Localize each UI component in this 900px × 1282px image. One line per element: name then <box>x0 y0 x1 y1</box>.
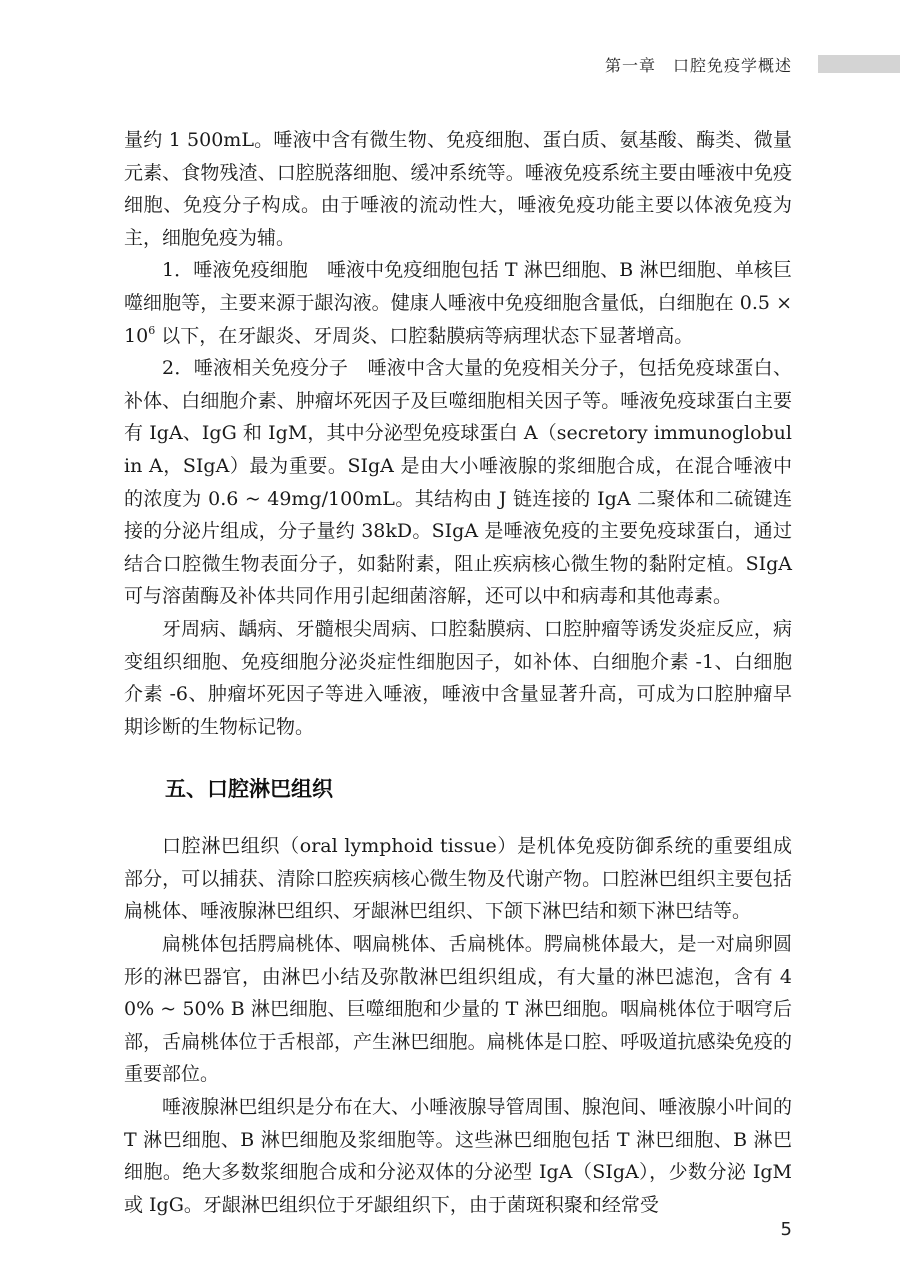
page-body <box>124 124 792 1221</box>
section-heading: 五、口腔淋巴组织 <box>165 777 333 802</box>
page-number: 5 <box>780 1219 792 1240</box>
running-header <box>605 52 900 76</box>
paragraph-salivary-gland-lymphoid: 唾液腺淋巴组织是分布在大、小唾液腺导管周围、腺泡间、唾液腺小叶间的 T 淋巴细胞、B 淋巴细胞及浆细胞等。这些淋巴细胞包括 T 淋巴细胞、B 淋巴细胞。绝大多数浆细胞合成和分泌双体的分泌型 IgA（SIgA），少数分泌 IgM 或 IgG。牙龈淋巴组织位于牙龈组织下，由于菌斑积聚和经常受 <box>124 1096 792 1216</box>
text-run: 以下，在牙龈炎、牙周炎、口腔黏膜病等病理状态下显著增高。 <box>155 324 694 347</box>
paragraph-inflammation: 牙周病、龋病、牙髓根尖周病、口腔黏膜病、口腔肿瘤等诱发炎症反应，病变组织细胞、免疫细胞分泌炎症性细胞因子，如补体、白细胞介素 -1、白细胞介素 -6、肿瘤坏死因子等进入唾液，唾液中含量显著升高，可成为口腔肿瘤早期诊断的生物标记物。 <box>124 617 792 738</box>
paragraph-oral-lymphoid-tissue: 口腔淋巴组织（oral lymphoid tissue）是机体免疫防御系统的重要组成部分，可以捕获、清除口腔疾病核心微生物及代谢产物。口腔淋巴组织主要包括扁桃体、唾液腺淋巴组织、牙龈淋巴组织、下颌下淋巴结和颏下淋巴结等。 <box>124 835 792 923</box>
text-run: 1．唾液免疫细胞 唾液中免疫细胞包括 T 淋巴细胞、B 淋巴细胞、单核巨噬细胞等，主要来源于龈沟液。健康人唾液中免疫细胞含量低，白细胞在 0.5 × 10 <box>124 259 792 347</box>
paragraph-continuation: 量约 1 500mL。唾液中含有微生物、免疫细胞、蛋白质、氨基酸、酶类、微量元素、食物残渣、口腔脱落细胞、缓冲系统等。唾液免疫系统主要由唾液中免疫细胞、免疫分子构成。由于唾液的流动性大，唾液免疫功能主要以体液免疫为主，细胞免疫为辅。 <box>124 129 792 249</box>
paragraph-saliva-immune-cells <box>124 254 792 352</box>
chapter-title: 第一章 口腔免疫学概述 <box>604 55 792 75</box>
superscript-exponent: 6 <box>148 323 156 337</box>
paragraph-tonsils: 扁桃体包括腭扁桃体、咽扁桃体、舌扁桃体。腭扁桃体最大，是一对扁卵圆形的淋巴器官，由淋巴小结及弥散淋巴组织组成，有大量的淋巴滤泡，含有 40% ~ 50% B 淋巴细胞、巨噬细胞和少量的 T 淋巴细胞。咽扁桃体位于咽穹后部，舌扁桃体位于舌根部，产生淋巴细胞。扁桃体是口腔、呼吸道抗感染免疫的重要部位。 <box>124 933 792 1086</box>
paragraph-saliva-immune-molecules: 2．唾液相关免疫分子 唾液中含大量的免疫相关分子，包括免疫球蛋白、补体、白细胞介素、肿瘤坏死因子及巨噬细胞相关因子等。唾液免疫球蛋白主要有 IgA、IgG 和 IgM，其中分泌型免疫球蛋白 A（secretory immunoglobulin A，SIgA）最为重要。SIgA 是由大小唾液腺的浆细胞合成，在混合唾液中的浓度为 0.6 ~ 49mg/100mL。其结构由 J 链连接的 IgA 二聚体和二硫键连接的分泌片组成，分子量约 38kD。SIgA 是唾液免疫的主要免疫球蛋白，通过结合口腔微生物表面分子，如黏附素，阻止疾病核心微生物的黏附定植。SIgA 可与溶菌酶及补体共同作用引起细菌溶解，还可以中和病毒和其他毒素。 <box>124 357 792 608</box>
header-decoration-bar <box>818 55 900 73</box>
